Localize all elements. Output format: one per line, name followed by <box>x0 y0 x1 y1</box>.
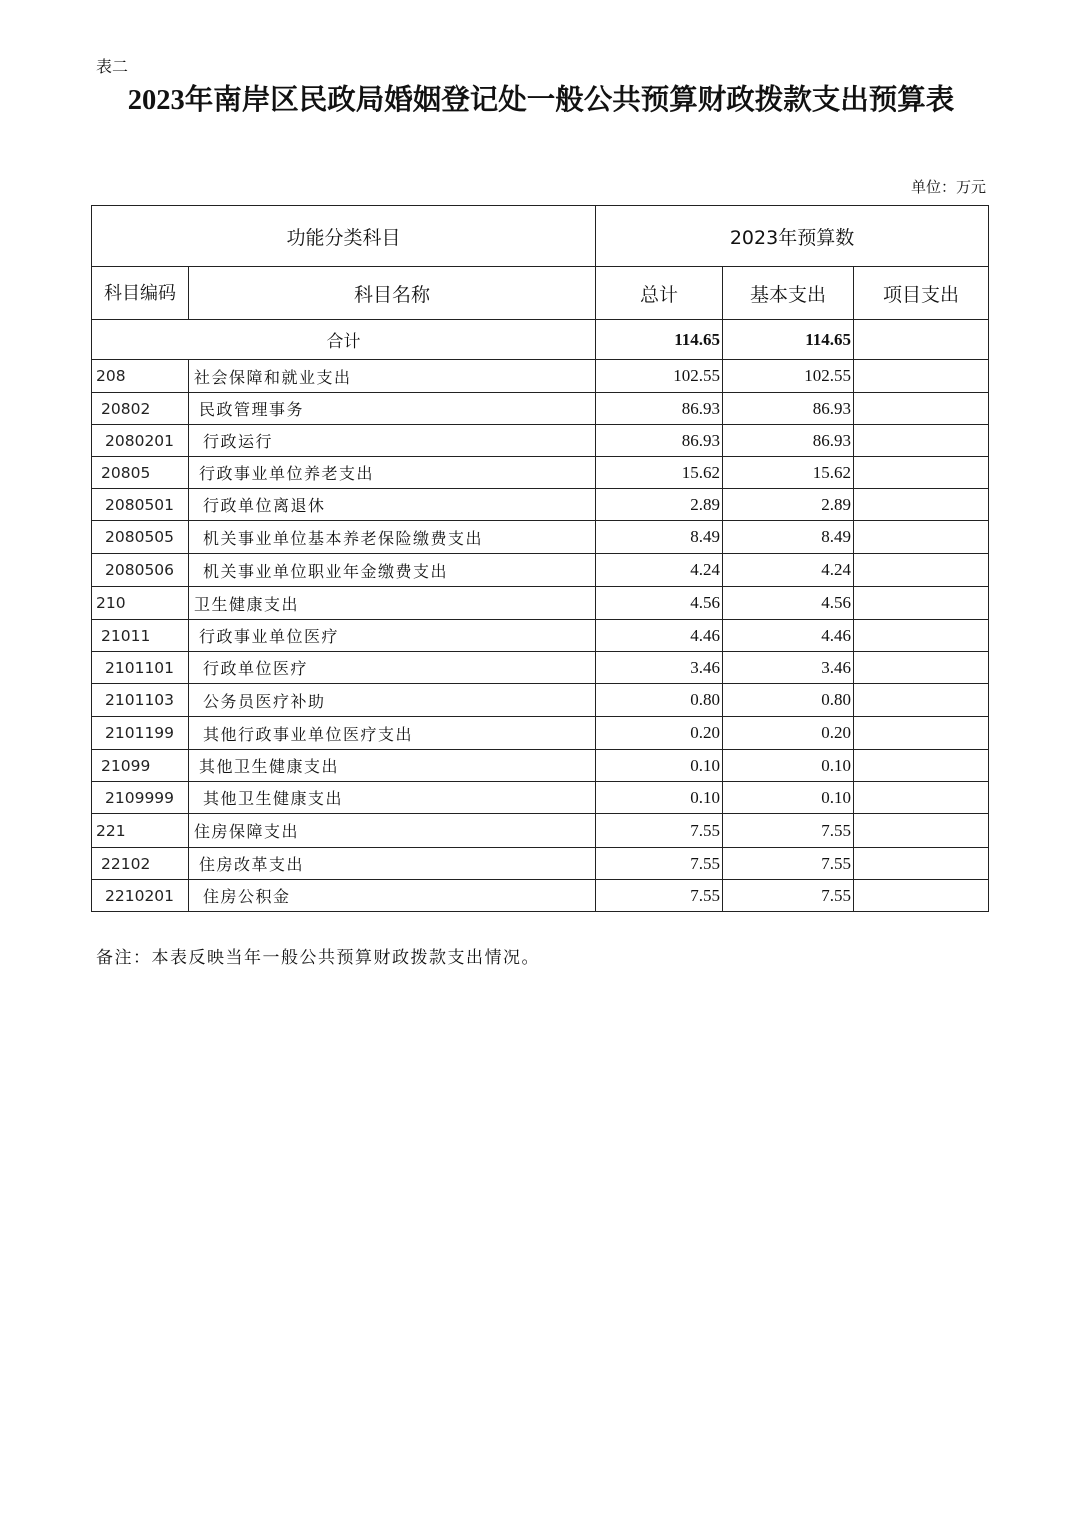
row-name: 其他卫生健康支出 <box>189 782 596 814</box>
row-code: 2101101 <box>92 652 189 684</box>
row-project <box>854 652 989 684</box>
row-project <box>854 620 989 652</box>
row-basic: 0.10 <box>723 782 854 814</box>
sum-row <box>92 320 989 360</box>
row-name: 住房改革支出 <box>189 848 596 880</box>
row-code: 2101103 <box>92 684 189 717</box>
row-total: 4.46 <box>596 620 723 652</box>
row-project <box>854 814 989 848</box>
table-row <box>92 425 989 457</box>
row-project <box>854 457 989 489</box>
row-total: 3.46 <box>596 652 723 684</box>
row-code: 2080506 <box>92 554 189 587</box>
row-project <box>854 521 989 554</box>
row-name: 其他卫生健康支出 <box>189 750 596 782</box>
header-functional-category: 功能分类科目 <box>92 206 596 267</box>
row-total: 86.93 <box>596 425 723 457</box>
row-name: 行政事业单位养老支出 <box>189 457 596 489</box>
table-row <box>92 393 989 425</box>
header-name: 科目名称 <box>189 267 596 320</box>
row-total: 0.10 <box>596 782 723 814</box>
header-project: 项目支出 <box>854 267 989 320</box>
table-row <box>92 750 989 782</box>
table-row <box>92 782 989 814</box>
row-total: 15.62 <box>596 457 723 489</box>
table-row <box>92 717 989 750</box>
row-basic: 86.93 <box>723 425 854 457</box>
row-name: 行政运行 <box>189 425 596 457</box>
row-total: 8.49 <box>596 521 723 554</box>
row-total: 86.93 <box>596 393 723 425</box>
row-basic: 86.93 <box>723 393 854 425</box>
row-total: 0.80 <box>596 684 723 717</box>
footnote: 备注：本表反映当年一般公共预算财政拨款支出情况。 <box>96 948 540 968</box>
row-basic: 4.56 <box>723 587 854 620</box>
row-project <box>854 750 989 782</box>
sum-basic: 114.65 <box>723 320 854 360</box>
row-name: 住房公积金 <box>189 880 596 912</box>
table-row <box>92 814 989 848</box>
row-name: 社会保障和就业支出 <box>189 360 596 393</box>
row-total: 102.55 <box>596 360 723 393</box>
row-name: 其他行政事业单位医疗支出 <box>189 717 596 750</box>
row-code: 2080505 <box>92 521 189 554</box>
row-name: 机关事业单位职业年金缴费支出 <box>189 554 596 587</box>
table-row <box>92 652 989 684</box>
budget-table <box>91 205 989 912</box>
row-basic: 0.20 <box>723 717 854 750</box>
row-total: 7.55 <box>596 848 723 880</box>
row-basic: 0.10 <box>723 750 854 782</box>
row-code: 2080501 <box>92 489 189 521</box>
row-total: 4.24 <box>596 554 723 587</box>
row-project <box>854 360 989 393</box>
row-name: 公务员医疗补助 <box>189 684 596 717</box>
header-row-1 <box>92 206 989 267</box>
row-code: 210 <box>92 587 189 620</box>
table-row <box>92 620 989 652</box>
row-name: 卫生健康支出 <box>189 587 596 620</box>
row-basic: 7.55 <box>723 814 854 848</box>
row-code: 221 <box>92 814 189 848</box>
row-project <box>854 425 989 457</box>
row-total: 0.10 <box>596 750 723 782</box>
row-total: 0.20 <box>596 717 723 750</box>
header-basic: 基本支出 <box>723 267 854 320</box>
row-project <box>854 880 989 912</box>
page-title: 2023年南岸区民政局婚姻登记处一般公共预算财政拨款支出预算表 <box>127 85 955 116</box>
row-basic: 2.89 <box>723 489 854 521</box>
row-project <box>854 717 989 750</box>
table-row <box>92 587 989 620</box>
row-total: 7.55 <box>596 814 723 848</box>
row-project <box>854 554 989 587</box>
row-name: 行政事业单位医疗 <box>189 620 596 652</box>
row-project <box>854 684 989 717</box>
row-total: 2.89 <box>596 489 723 521</box>
row-code: 20802 <box>92 393 189 425</box>
table-row <box>92 521 989 554</box>
row-basic: 7.55 <box>723 880 854 912</box>
table-row <box>92 457 989 489</box>
table-row <box>92 489 989 521</box>
header-code: 科目编码 <box>92 267 189 320</box>
row-project <box>854 848 989 880</box>
row-code: 2080201 <box>92 425 189 457</box>
row-basic: 15.62 <box>723 457 854 489</box>
row-basic: 0.80 <box>723 684 854 717</box>
unit-label: 单位：万元 <box>910 178 986 196</box>
row-basic: 4.46 <box>723 620 854 652</box>
row-basic: 4.24 <box>723 554 854 587</box>
table-row <box>92 554 989 587</box>
sum-total: 114.65 <box>596 320 723 360</box>
sum-label: 合计 <box>92 320 596 360</box>
row-project <box>854 587 989 620</box>
table-row <box>92 360 989 393</box>
table-row <box>92 880 989 912</box>
header-budget-year: 2023年预算数 <box>596 206 989 267</box>
row-project <box>854 782 989 814</box>
row-code: 2101199 <box>92 717 189 750</box>
row-code: 2109999 <box>92 782 189 814</box>
row-code: 22102 <box>92 848 189 880</box>
row-name: 行政单位医疗 <box>189 652 596 684</box>
row-project <box>854 489 989 521</box>
header-total: 总计 <box>596 267 723 320</box>
sum-project <box>854 320 989 360</box>
row-code: 21099 <box>92 750 189 782</box>
row-total: 7.55 <box>596 880 723 912</box>
row-project <box>854 393 989 425</box>
row-code: 21011 <box>92 620 189 652</box>
row-total: 4.56 <box>596 587 723 620</box>
table-row <box>92 684 989 717</box>
row-basic: 7.55 <box>723 848 854 880</box>
row-name: 民政管理事务 <box>189 393 596 425</box>
row-basic: 3.46 <box>723 652 854 684</box>
row-name: 机关事业单位基本养老保险缴费支出 <box>189 521 596 554</box>
row-name: 住房保障支出 <box>189 814 596 848</box>
header-row-2 <box>92 267 989 320</box>
row-basic: 102.55 <box>723 360 854 393</box>
table-tag: 表二 <box>96 57 129 76</box>
row-code: 20805 <box>92 457 189 489</box>
row-name: 行政单位离退休 <box>189 489 596 521</box>
row-code: 208 <box>92 360 189 393</box>
table-row <box>92 848 989 880</box>
row-code: 2210201 <box>92 880 189 912</box>
row-basic: 8.49 <box>723 521 854 554</box>
